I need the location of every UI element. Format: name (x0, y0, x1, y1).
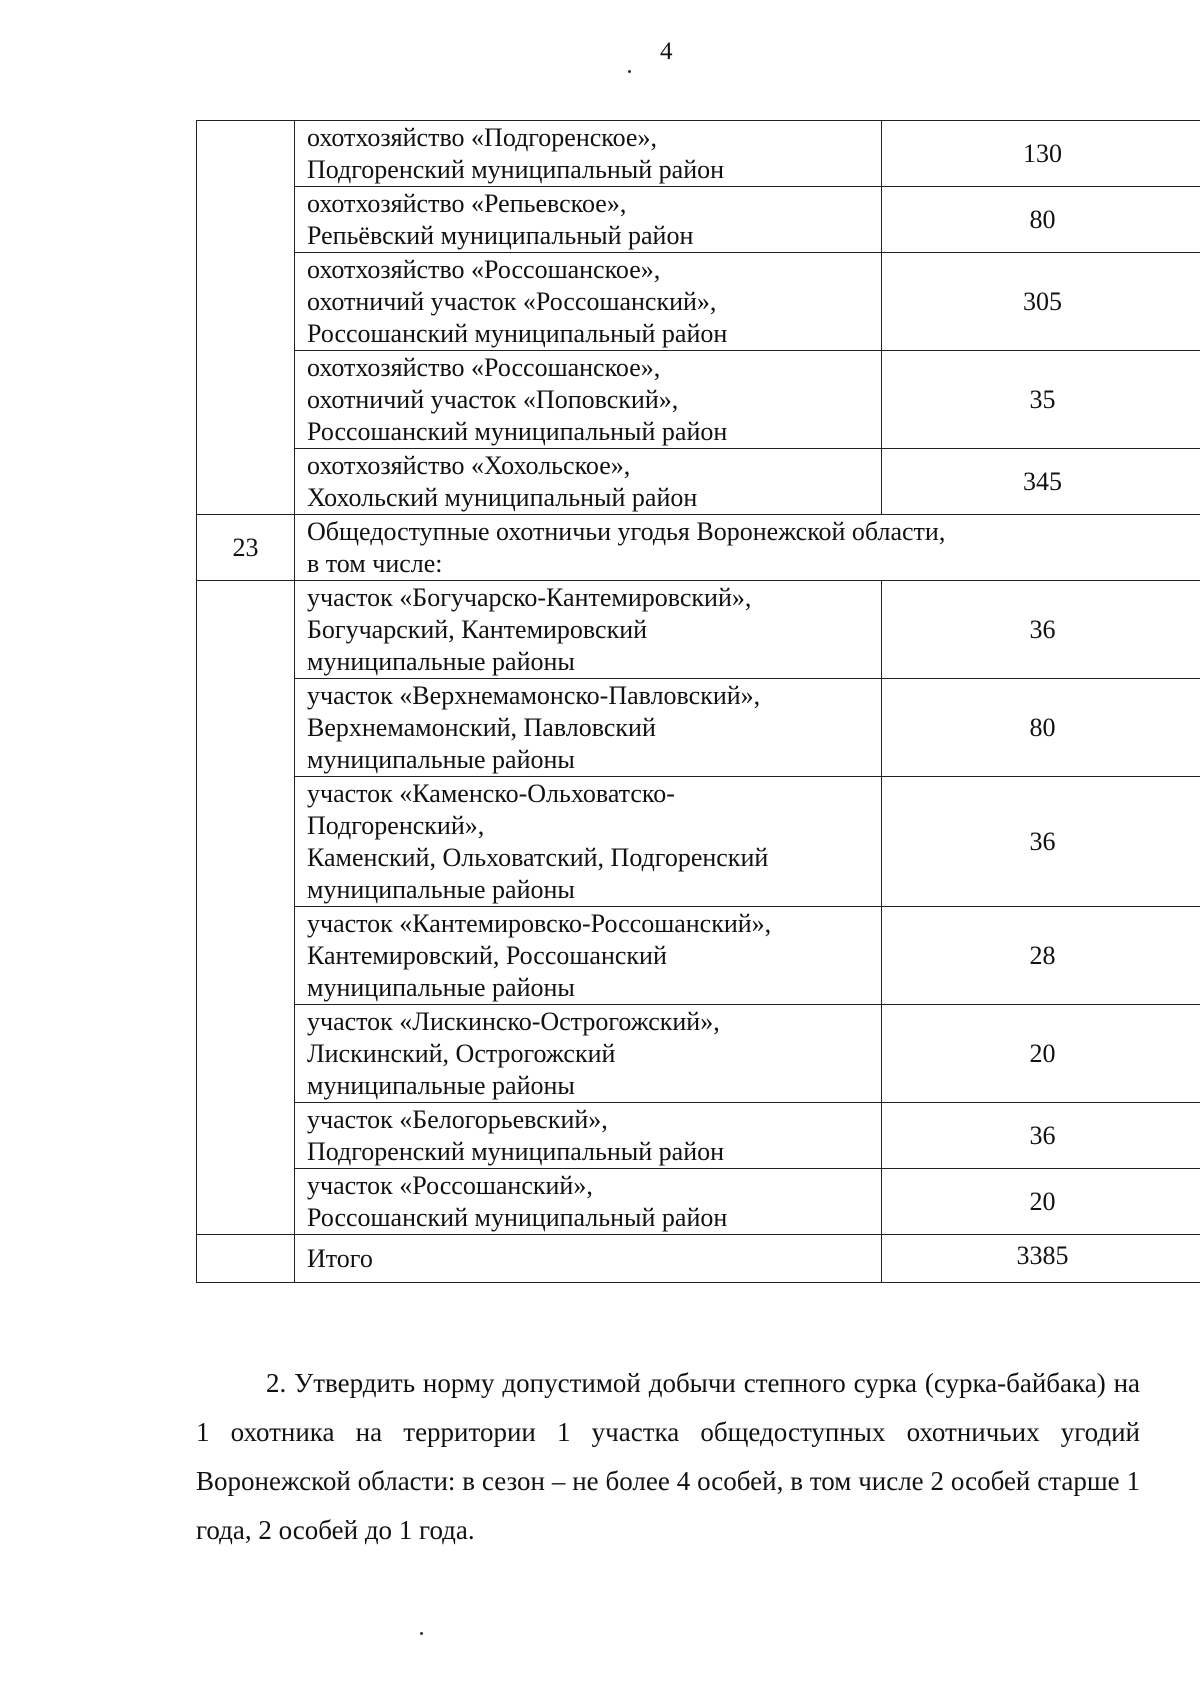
quota-value: 80 (882, 679, 1200, 777)
table-row (197, 121, 1200, 187)
row-number-cell (197, 1005, 295, 1103)
row-number-cell (197, 907, 295, 1005)
hunting-area-name-line: участок «Каменско-Ольховатско- (307, 778, 675, 808)
scan-speck (628, 70, 631, 73)
hunting-area-name-line: Россошанский муниципальный район (307, 318, 728, 348)
quota-value: 305 (882, 253, 1200, 351)
hunting-area-name-line: Кантемировский, Россошанский (307, 940, 667, 970)
total-number-cell (197, 1235, 295, 1283)
hunting-area-name (295, 253, 882, 351)
table-block-2 (197, 581, 1200, 1235)
hunting-area-name-line: охотхозяйство «Россошанское», (307, 254, 661, 284)
table-section-header (197, 515, 1200, 581)
hunting-area-name-line: участок «Белогорьевский», (307, 1104, 608, 1134)
hunting-area-name-line: участок «Богучарско-Кантемировский», (307, 582, 752, 612)
quota-value: 36 (882, 581, 1200, 679)
row-number-cell (197, 777, 295, 907)
hunting-area-name-line: Богучарский, Кантемировский (307, 614, 648, 644)
quota-value: 28 (882, 907, 1200, 1005)
hunting-area-name-line: охотничий участок «Россошанский», (307, 286, 717, 316)
section-title-line: Общедоступные охотничьи угодья Воронежской области, (307, 516, 946, 546)
table-row (197, 187, 1200, 253)
quota-value: 80 (882, 187, 1200, 253)
table-row (197, 1005, 1200, 1103)
table-total (197, 1235, 1200, 1283)
hunting-area-name-line: участок «Россошанский», (307, 1170, 593, 1200)
hunting-area-name-line: Каменский, Ольховатский, Подгоренский (307, 842, 769, 872)
row-number-cell (197, 1169, 295, 1235)
hunting-area-name-line: участок «Кантемировско-Россошанский», (307, 908, 772, 938)
row-number-cell (197, 679, 295, 777)
table-row (197, 351, 1200, 449)
hunting-area-name-line: муниципальные районы (307, 972, 575, 1002)
row-number-cell (197, 253, 295, 351)
quota-value: 36 (882, 1103, 1200, 1169)
quota-value: 20 (882, 1005, 1200, 1103)
quota-value: 20 (882, 1169, 1200, 1235)
hunting-area-name-line: Подгоренский муниципальный район (307, 154, 725, 184)
row-number-cell (197, 121, 295, 187)
hunting-area-name-line: Подгоренский муниципальный район (307, 1136, 725, 1166)
hunting-area-name (295, 907, 882, 1005)
quota-table (196, 120, 1200, 1283)
hunting-area-name (295, 351, 882, 449)
table-row (197, 907, 1200, 1005)
hunting-area-name-line: охотничий участок «Поповский», (307, 384, 679, 414)
hunting-area-name (295, 187, 882, 253)
table-row (197, 581, 1200, 679)
total-value: 3385 (1016, 1240, 1069, 1270)
quota-value: 345 (882, 449, 1200, 515)
table-row (197, 1169, 1200, 1235)
hunting-area-name-line: Лискинский, Острогожский (307, 1038, 616, 1068)
row-number-cell (197, 351, 295, 449)
section-row (197, 515, 1200, 581)
section-number: 23 (197, 515, 295, 581)
quota-value: 36 (882, 777, 1200, 907)
table-row (197, 777, 1200, 907)
row-number-cell (197, 449, 295, 515)
table-row (197, 1103, 1200, 1169)
table-row (197, 679, 1200, 777)
hunting-area-name-line: Репьёвский муниципальный район (307, 220, 694, 250)
quota-value: 35 (882, 351, 1200, 449)
total-label: Итого (295, 1235, 882, 1283)
table-block-1 (197, 121, 1200, 515)
hunting-area-name-line: участок «Лискинско-Острогожский», (307, 1006, 720, 1036)
scan-speck (420, 1632, 423, 1635)
row-number-cell (197, 581, 295, 679)
row-number-cell (197, 1103, 295, 1169)
hunting-area-name (295, 581, 882, 679)
hunting-area-name-line: муниципальные районы (307, 1070, 575, 1100)
row-number-cell (197, 187, 295, 253)
hunting-area-name-line: охотхозяйство «Россошанское», (307, 352, 661, 382)
hunting-area-name-line: участок «Верхнемамонско-Павловский», (307, 680, 761, 710)
hunting-area-name (295, 121, 882, 187)
hunting-area-name (295, 679, 882, 777)
hunting-area-name-line: Верхнемамонский, Павловский (307, 712, 656, 742)
hunting-area-name-line: охотхозяйство «Репьевское», (307, 188, 627, 218)
hunting-area-name-line: Россошанский муниципальный район (307, 1202, 728, 1232)
hunting-area-name (295, 449, 882, 515)
page-number: 4 (660, 38, 673, 65)
hunting-area-name (295, 1103, 882, 1169)
total-row (197, 1235, 1200, 1283)
section-title (295, 515, 1200, 581)
hunting-area-name-line: охотхозяйство «Хохольское», (307, 450, 631, 480)
total-value-cell (882, 1235, 1200, 1283)
hunting-area-name-line: муниципальные районы (307, 646, 575, 676)
section-title-line: в том числе: (307, 548, 443, 578)
table-row (197, 253, 1200, 351)
hunting-area-name (295, 1169, 882, 1235)
table-row (197, 449, 1200, 515)
hunting-area-name (295, 777, 882, 907)
hunting-area-name-line: охотхозяйство «Подгоренское», (307, 122, 657, 152)
hunting-area-name-line: Россошанский муниципальный район (307, 416, 728, 446)
hunting-area-name (295, 1005, 882, 1103)
hunting-area-name-line: муниципальные районы (307, 874, 575, 904)
hunting-area-name-line: муниципальные районы (307, 744, 575, 774)
hunting-area-name-line: Хохольский муниципальный район (307, 482, 698, 512)
hunting-area-name-line: Подгоренский», (307, 810, 485, 840)
quota-value: 130 (882, 121, 1200, 187)
decision-paragraph: 2. Утвердить норму допустимой добычи степного сурка (сурка-байбака) на 1 охотника на территории 1 участка общедоступных охотничьих угодий Воронежской области: в сезон – не более 4 особей, в том числе 2 особей старше 1 года, 2 особей до 1 года. (196, 1368, 1140, 1545)
